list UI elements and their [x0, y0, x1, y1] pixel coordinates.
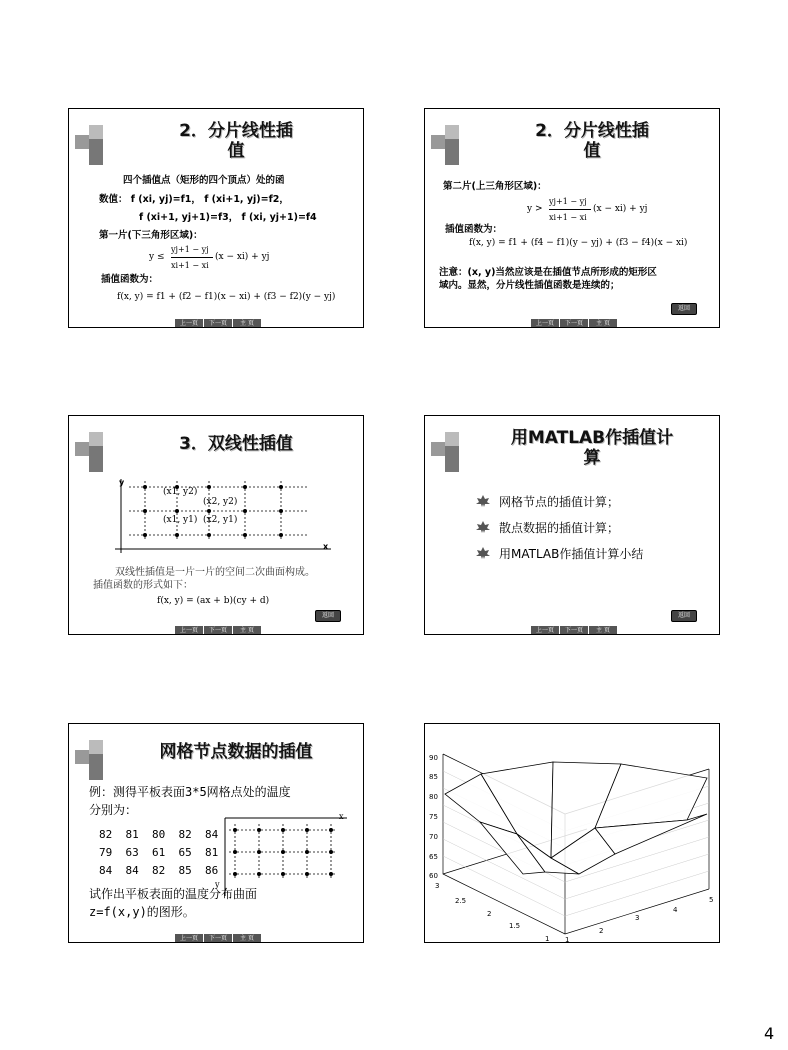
bullet-item: 网格节点的插值计算；	[475, 494, 619, 510]
text-line: 分别为：	[89, 803, 138, 817]
slide-nav	[175, 319, 261, 328]
slide-title: 用MATLAB作插值计 算	[510, 428, 674, 468]
slide-5	[68, 723, 364, 943]
maple-leaf-icon	[475, 546, 491, 560]
fraction-numerator: yj+1 − yj	[171, 245, 209, 254]
slide-decoration	[431, 125, 465, 165]
fraction-bar	[549, 209, 591, 210]
slide-title: 2．分片线性插 值	[535, 121, 649, 161]
bullet-item: 用MATLAB作插值计算小结	[475, 546, 643, 562]
prev-page-button[interactable]: 上一页	[531, 626, 559, 635]
slide-decoration	[431, 432, 465, 472]
next-page-button[interactable]: 下一页	[204, 626, 232, 635]
maple-leaf-icon	[475, 494, 491, 508]
inequality-left: y >	[527, 204, 543, 214]
y-tick: 3	[435, 882, 440, 890]
z-tick: 85	[429, 773, 438, 781]
slide-2	[424, 108, 720, 328]
prev-page-button[interactable]: 上一页	[175, 319, 203, 328]
next-page-button[interactable]: 下一页	[204, 934, 232, 943]
back-button[interactable]: 返回	[671, 610, 697, 622]
next-page-button[interactable]: 下一页	[560, 319, 588, 328]
slide-nav	[175, 934, 261, 943]
home-button[interactable]: 主 页	[233, 319, 261, 328]
next-page-button[interactable]: 下一页	[204, 319, 232, 328]
x-tick: 3	[635, 914, 640, 922]
home-button[interactable]: 主 页	[233, 626, 261, 635]
slide-decoration	[75, 740, 109, 780]
note-line: 注意：(x, y)当然应该是在插值节点所形成的矩形区	[439, 267, 657, 278]
text-line: 插值函数的形式如下：	[93, 580, 193, 591]
y-tick: 1	[545, 935, 550, 943]
text-line: 双线性插值是一片一片的空间二次曲面构成。	[115, 567, 315, 578]
point-label: (x1, y1)	[163, 515, 198, 525]
x-tick: 1	[565, 936, 570, 944]
slide-title: 3．双线性插值	[179, 434, 293, 454]
slide-6	[424, 723, 720, 943]
prev-page-button[interactable]: 上一页	[175, 934, 203, 943]
slide-decoration	[75, 125, 109, 165]
z-tick: 65	[429, 853, 438, 861]
slide-decoration	[75, 432, 109, 472]
slide-4	[424, 415, 720, 635]
text-line: 插值函数为：	[101, 274, 159, 285]
next-page-button[interactable]: 下一页	[560, 626, 588, 635]
home-button[interactable]: 主 页	[233, 934, 261, 943]
page-number: 4	[764, 1024, 775, 1043]
text-line: z=f(x,y)的图形。	[89, 905, 195, 919]
slide-nav	[531, 319, 617, 328]
y-tick: 2	[487, 910, 492, 918]
slide-3	[68, 415, 364, 635]
back-button[interactable]: 返回	[315, 610, 341, 622]
inequality-right: (x − xi) + yj	[593, 204, 648, 214]
fraction-denominator: xi+1 − xi	[171, 261, 209, 270]
text-line: 四个插值点（矩形的四个顶点）处的函	[123, 175, 285, 186]
x-tick: 5	[709, 896, 714, 904]
bullet-item: 散点数据的插值计算；	[475, 520, 619, 536]
table-row: 82 81 80 82 84	[99, 828, 219, 841]
home-button[interactable]: 主 页	[589, 319, 617, 328]
z-tick: 70	[429, 833, 438, 841]
y-axis-label: y	[215, 880, 220, 889]
note-line: 域内。显然，分片线性插值函数是连续的；	[439, 280, 620, 291]
surface-plot	[425, 724, 720, 943]
back-button[interactable]: 返回	[671, 303, 697, 315]
temperature-table	[99, 826, 218, 880]
table-row: 84 84 82 85 86	[99, 864, 219, 877]
z-tick: 60	[429, 872, 438, 880]
slide-title: 2．分片线性插 值	[179, 121, 293, 161]
prev-page-button[interactable]: 上一页	[175, 626, 203, 635]
text-line: 试作出平板表面的温度分布曲面	[89, 887, 258, 901]
slide-title: 网格节点数据的插值	[159, 742, 313, 762]
point-label: (x1, y2)	[163, 487, 198, 497]
fraction-bar	[171, 257, 213, 258]
slide-1	[68, 108, 364, 328]
fraction-numerator: yj+1 − yj	[549, 197, 587, 206]
point-label: (x2, y1)	[203, 515, 238, 525]
text-line: 例：测得平板表面3*5网格点处的温度	[89, 785, 291, 799]
slide-nav	[531, 626, 617, 635]
table-row: 79 63 61 65 81	[99, 846, 219, 859]
text-line: 数值： f (xi, yj)=f1， f (xi+1, yj)=f2，	[99, 194, 289, 205]
home-button[interactable]: 主 页	[589, 626, 617, 635]
maple-leaf-icon	[475, 520, 491, 534]
y-axis-label: y	[119, 478, 125, 487]
x-axis-label: x	[339, 812, 344, 821]
z-tick: 90	[429, 754, 438, 762]
fraction-denominator: xi+1 − xi	[549, 213, 587, 222]
y-tick: 1.5	[509, 922, 521, 930]
formula: f(x, y) = f1 + (f4 − f1)(y − yj) + (f3 − f4)(x − xi)	[469, 238, 688, 248]
formula: f(x, y) = f1 + (f2 − f1)(x − xi) + (f3 − f2)(y − yj)	[117, 292, 336, 302]
x-axis-label: x	[323, 542, 329, 551]
x-tick: 2	[599, 927, 604, 935]
inequality-left: y ≤	[149, 252, 165, 262]
z-tick: 75	[429, 813, 438, 821]
prev-page-button[interactable]: 上一页	[531, 319, 559, 328]
y-tick: 2.5	[455, 897, 467, 905]
text-line: 第一片(下三角形区域)：	[99, 230, 203, 241]
text-line: 第二片(上三角形区域)：	[443, 181, 547, 192]
slide-nav	[175, 626, 261, 635]
x-tick: 4	[673, 906, 678, 914]
formula: f(x, y) = (ax + b)(cy + d)	[157, 596, 270, 606]
text-line: f (xi+1, yj+1)=f3， f (xi, yj+1)=f4	[139, 212, 317, 223]
point-label: (x2, y2)	[203, 497, 238, 507]
inequality-right: (x − xi) + yj	[215, 252, 270, 262]
text-line: 插值函数为：	[445, 224, 503, 235]
z-tick: 80	[429, 793, 438, 801]
